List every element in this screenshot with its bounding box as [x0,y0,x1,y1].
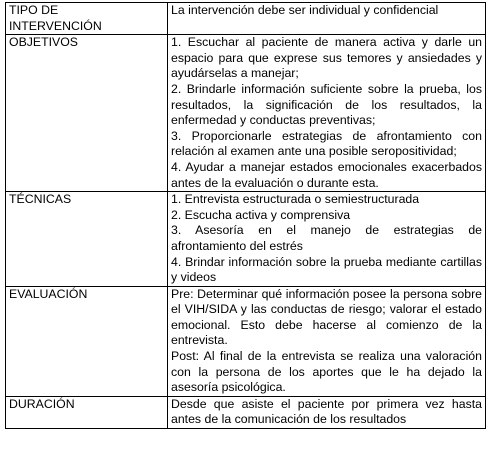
row-label: OBJETIVOS [6,35,168,192]
row-content-text: 2. Escucha activa y comprensiva [171,207,351,222]
row-label: TÉCNICAS [6,192,168,287]
table-row [6,192,486,287]
row-content-text: 4. Brindar información sobre la prueba mediante cartillas y videos [171,254,482,285]
row-content [168,35,486,192]
row-content-text: 3. Asesoría en el manejo de estrategias de afrontamiento del estrés [171,223,482,253]
row-content-text: Post: Al final de la entrevista se realiza una valoración con la persona de los aportes que le ha dejado la asesoría psicológica. [171,349,482,395]
row-content-text: Desde que asiste el paciente por primera vez hasta antes de la comunicación de los resultados [171,396,482,427]
row-content-text: 1. Entrevista estructurada o semiestructurada [171,192,420,207]
row-content-text: 4. Ayudar a manejar estados emocionales exacerbados antes de la evaluación o durante esta. [171,159,482,190]
row-label [6,3,168,35]
row-content-text: 1. Escuchar al paciente de manera activa y darle un espacio para que exprese sus temores y ansiedades y ayudárselas a manejar; [171,35,482,81]
table-row [6,396,486,428]
row-content [168,3,486,35]
row-content-text: 3. Proporcionarle estrategias de afrontamiento con relación al examen ante una posible seropositividad; [171,128,482,159]
row-content [168,286,486,396]
row-label: EVALUACIÓN [6,286,168,396]
row-content-text: La intervención debe ser individual y confidencial [171,3,439,17]
row-content [168,396,486,428]
row-content [168,192,486,287]
row-content-text: Pre: Determinar qué información posee la persona sobre el VIH/SIDA y las conductas de riesgo; valorar el estado emocional. Esto debe hacerse al comienzo de la entrevista. [171,286,482,348]
intervention-table [5,2,486,429]
row-label: DURACIÓN [6,396,168,428]
row-label-line: INTERVENCIÓN [9,18,102,33]
table-row [6,286,486,396]
table-row [6,35,486,192]
row-content-text: 2. Brindarle información suficiente sobre la prueba, los resultados, la significación de los resultados, la enfermedad y conductas preventivas; [171,81,482,128]
table-row [6,3,486,35]
row-label-line: TIPO DE [9,3,59,17]
